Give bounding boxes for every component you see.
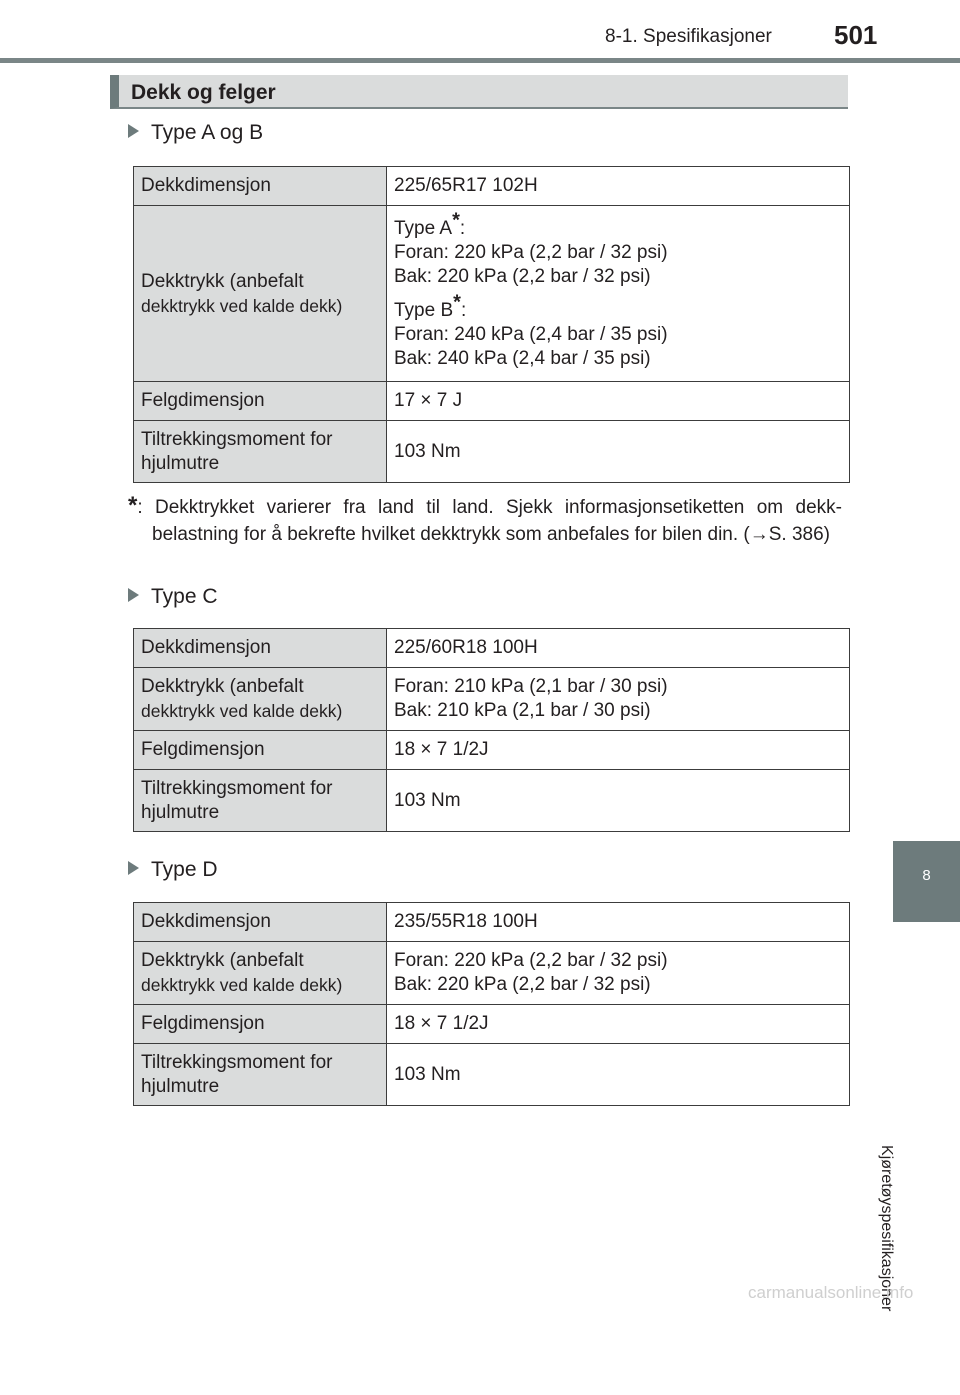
subheading-type-d — [128, 858, 218, 882]
pressure-type-a: Type A*: Foran: 220 kPa (2,2 bar / 32 psi) Bak: 220 kPa (2,2 bar / 32 psi) — [394, 209, 668, 287]
tire-size-value: 225/65R17 102H — [387, 167, 850, 206]
chapter-tab — [893, 841, 960, 922]
triangle-bullet-icon — [128, 124, 139, 138]
rim-size-value: 18 × 7 1/2J — [387, 1005, 850, 1044]
table-row — [134, 206, 850, 382]
tire-size-value: 235/55R18 100H — [387, 903, 850, 942]
triangle-bullet-icon — [128, 588, 139, 602]
torque-value: 103 Nm — [387, 1044, 850, 1106]
table-row — [134, 668, 850, 731]
subheading-type-a-b — [128, 121, 263, 145]
rim-size-value: 17 × 7 J — [387, 382, 850, 421]
page-number: 501 — [834, 20, 878, 50]
table-row — [134, 1044, 850, 1106]
page-header — [0, 0, 960, 64]
rim-size-label: Felgdimensjon — [134, 731, 387, 770]
pressure-type-b: Type B*: Foran: 240 kPa (2,4 bar / 35 psi) Bak: 240 kPa (2,4 bar / 35 psi) — [394, 291, 668, 369]
torque-value: 103 Nm — [387, 421, 850, 483]
watermark: carmanualsonline.info — [748, 1283, 914, 1302]
table-row — [134, 942, 850, 1005]
rim-size-label: Felgdimensjon — [134, 1005, 387, 1044]
torque-label: Tiltrekkingsmoment for hjulmutre — [134, 1044, 387, 1106]
torque-label: Tiltrekkingsmoment for hjulmutre — [134, 770, 387, 832]
footnote-text: : Dekktrykket varierer fra land til land. Sjekk informasjonsetiketten om dekkbelastning for å bekrefte hvilket dekktrykk som anbefales for bilen din. (→S. 386) — [137, 497, 842, 545]
table-row — [134, 770, 850, 832]
tire-size-label: Dekkdimensjon — [134, 903, 387, 942]
torque-label: Tiltrekkingsmoment for hjulmutre — [134, 421, 387, 483]
table-row — [134, 903, 850, 942]
table-row — [134, 421, 850, 483]
triangle-bullet-icon — [128, 861, 139, 875]
table-row — [134, 629, 850, 668]
table-row — [134, 1005, 850, 1044]
spec-table-type-a-b — [133, 166, 850, 483]
tire-pressure-label: Dekktrykk (anbefalt dekktrykk ved kalde dekk) — [134, 206, 387, 382]
table-row — [134, 167, 850, 206]
rim-size-value: 18 × 7 1/2J — [387, 731, 850, 770]
subheading-type-c — [128, 585, 218, 609]
chapter-title-vertical: Kjøretøyspesifikasjoner — [878, 1145, 895, 1312]
tire-size-label: Dekkdimensjon — [134, 167, 387, 206]
header-rule — [0, 58, 960, 63]
subheading-label: Type D — [151, 858, 218, 881]
footnote-mark: * — [128, 492, 138, 519]
section-title: Dekk og felger — [131, 81, 276, 104]
table-row — [134, 382, 850, 421]
tire-pressure-value: Foran: 210 kPa (2,1 bar / 30 psi) Bak: 210 kPa (2,1 bar / 30 psi) — [387, 668, 850, 731]
tire-pressure-label: Dekktrykk (anbefalt dekktrykk ved kalde dekk) — [134, 942, 387, 1005]
spec-table-type-c — [133, 628, 850, 832]
tire-pressure-value: Foran: 220 kPa (2,2 bar / 32 psi) Bak: 220 kPa (2,2 bar / 32 psi) — [387, 942, 850, 1005]
rim-size-label: Felgdimensjon — [134, 382, 387, 421]
spec-table-type-d — [133, 902, 850, 1106]
tire-size-label: Dekkdimensjon — [134, 629, 387, 668]
torque-value: 103 Nm — [387, 770, 850, 832]
chapter-number: 8 — [922, 867, 931, 884]
section-title-bar — [110, 75, 848, 109]
tire-pressure-label: Dekktrykk (anbefalt dekktrykk ved kalde dekk) — [134, 668, 387, 731]
tire-size-value: 225/60R18 100H — [387, 629, 850, 668]
footnote — [128, 492, 842, 548]
table-row — [134, 731, 850, 770]
section-name: 8-1. Spesifikasjoner — [605, 26, 772, 47]
tire-pressure-value — [387, 206, 850, 382]
subheading-label: Type C — [151, 585, 218, 608]
subheading-label: Type A og B — [151, 121, 264, 144]
